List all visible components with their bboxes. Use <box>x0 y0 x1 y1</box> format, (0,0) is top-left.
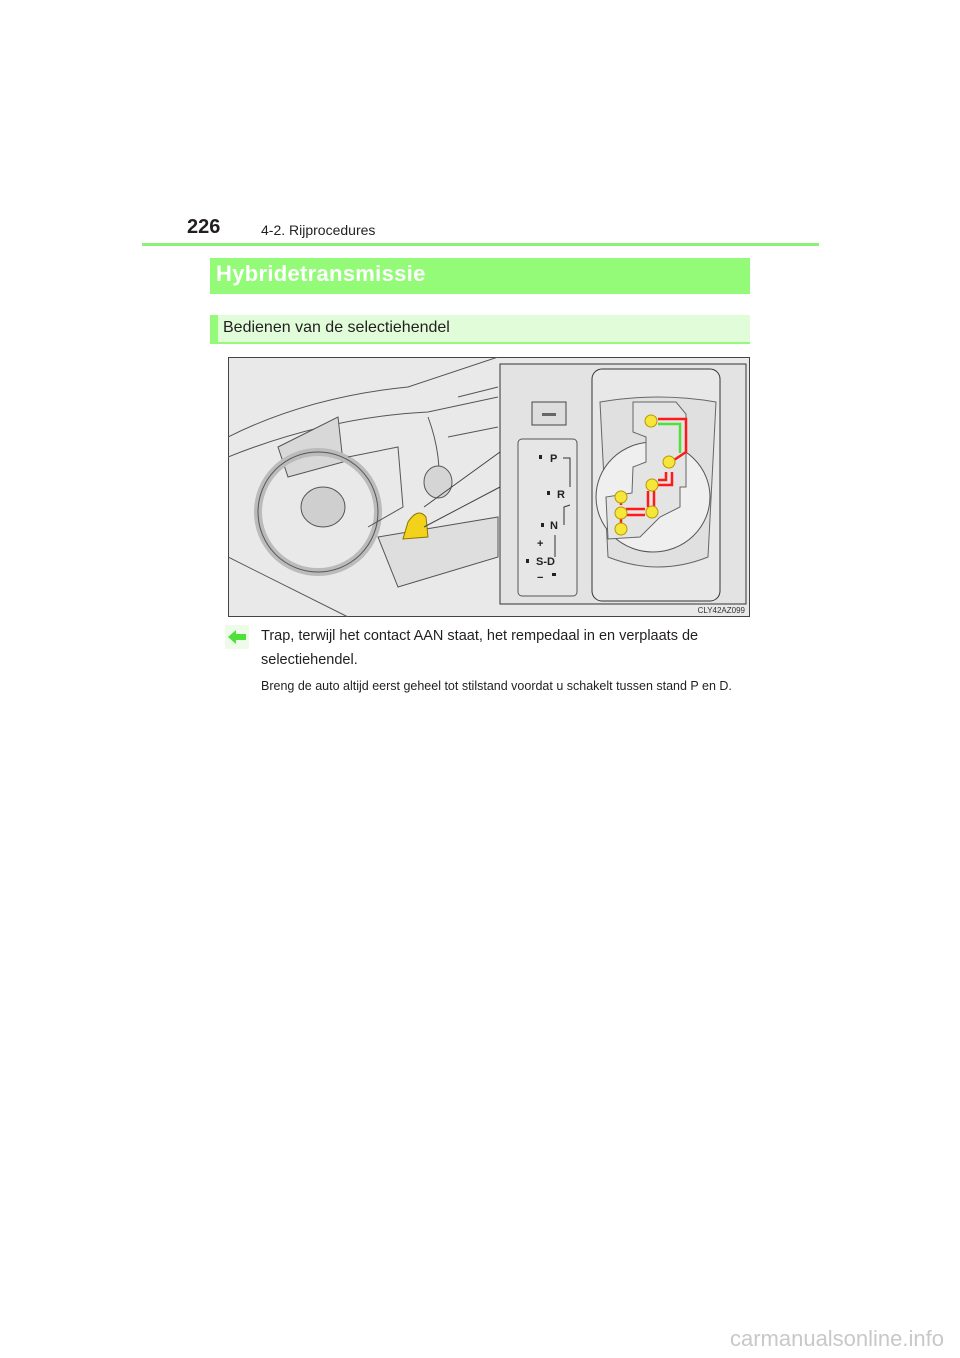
gate-label-r: R <box>557 489 565 501</box>
gate-label-minus: − <box>537 572 544 584</box>
shift-lever-illustration <box>228 357 750 617</box>
gate-label-p: P <box>550 453 558 465</box>
gate-label-plus: + <box>537 538 544 550</box>
watermark: carmanualsonline.info <box>729 1326 944 1351</box>
gate-label-n: N <box>550 520 558 532</box>
gate-label-sd: S-D <box>536 556 555 568</box>
instruction-note: Breng de auto altijd eerst geheel tot stilstand voordat u schakelt tussen stand P en D. <box>261 679 732 693</box>
arrow-left-icon <box>225 625 249 649</box>
illustration-code: CLY42AZ099 <box>697 606 745 615</box>
subsection-bar <box>210 315 218 344</box>
page-title: Hybridetransmissie <box>210 258 750 294</box>
header-rule <box>142 243 819 246</box>
subsection-title: Bedienen van de selectiehendel <box>210 315 750 344</box>
instruction-step: Trap, terwijl het contact AAN staat, het rempedaal in en verplaats de selectiehendel. <box>261 628 699 668</box>
page-number: 226 <box>187 216 221 238</box>
section-title: 4-2. Rijprocedures <box>261 222 376 238</box>
